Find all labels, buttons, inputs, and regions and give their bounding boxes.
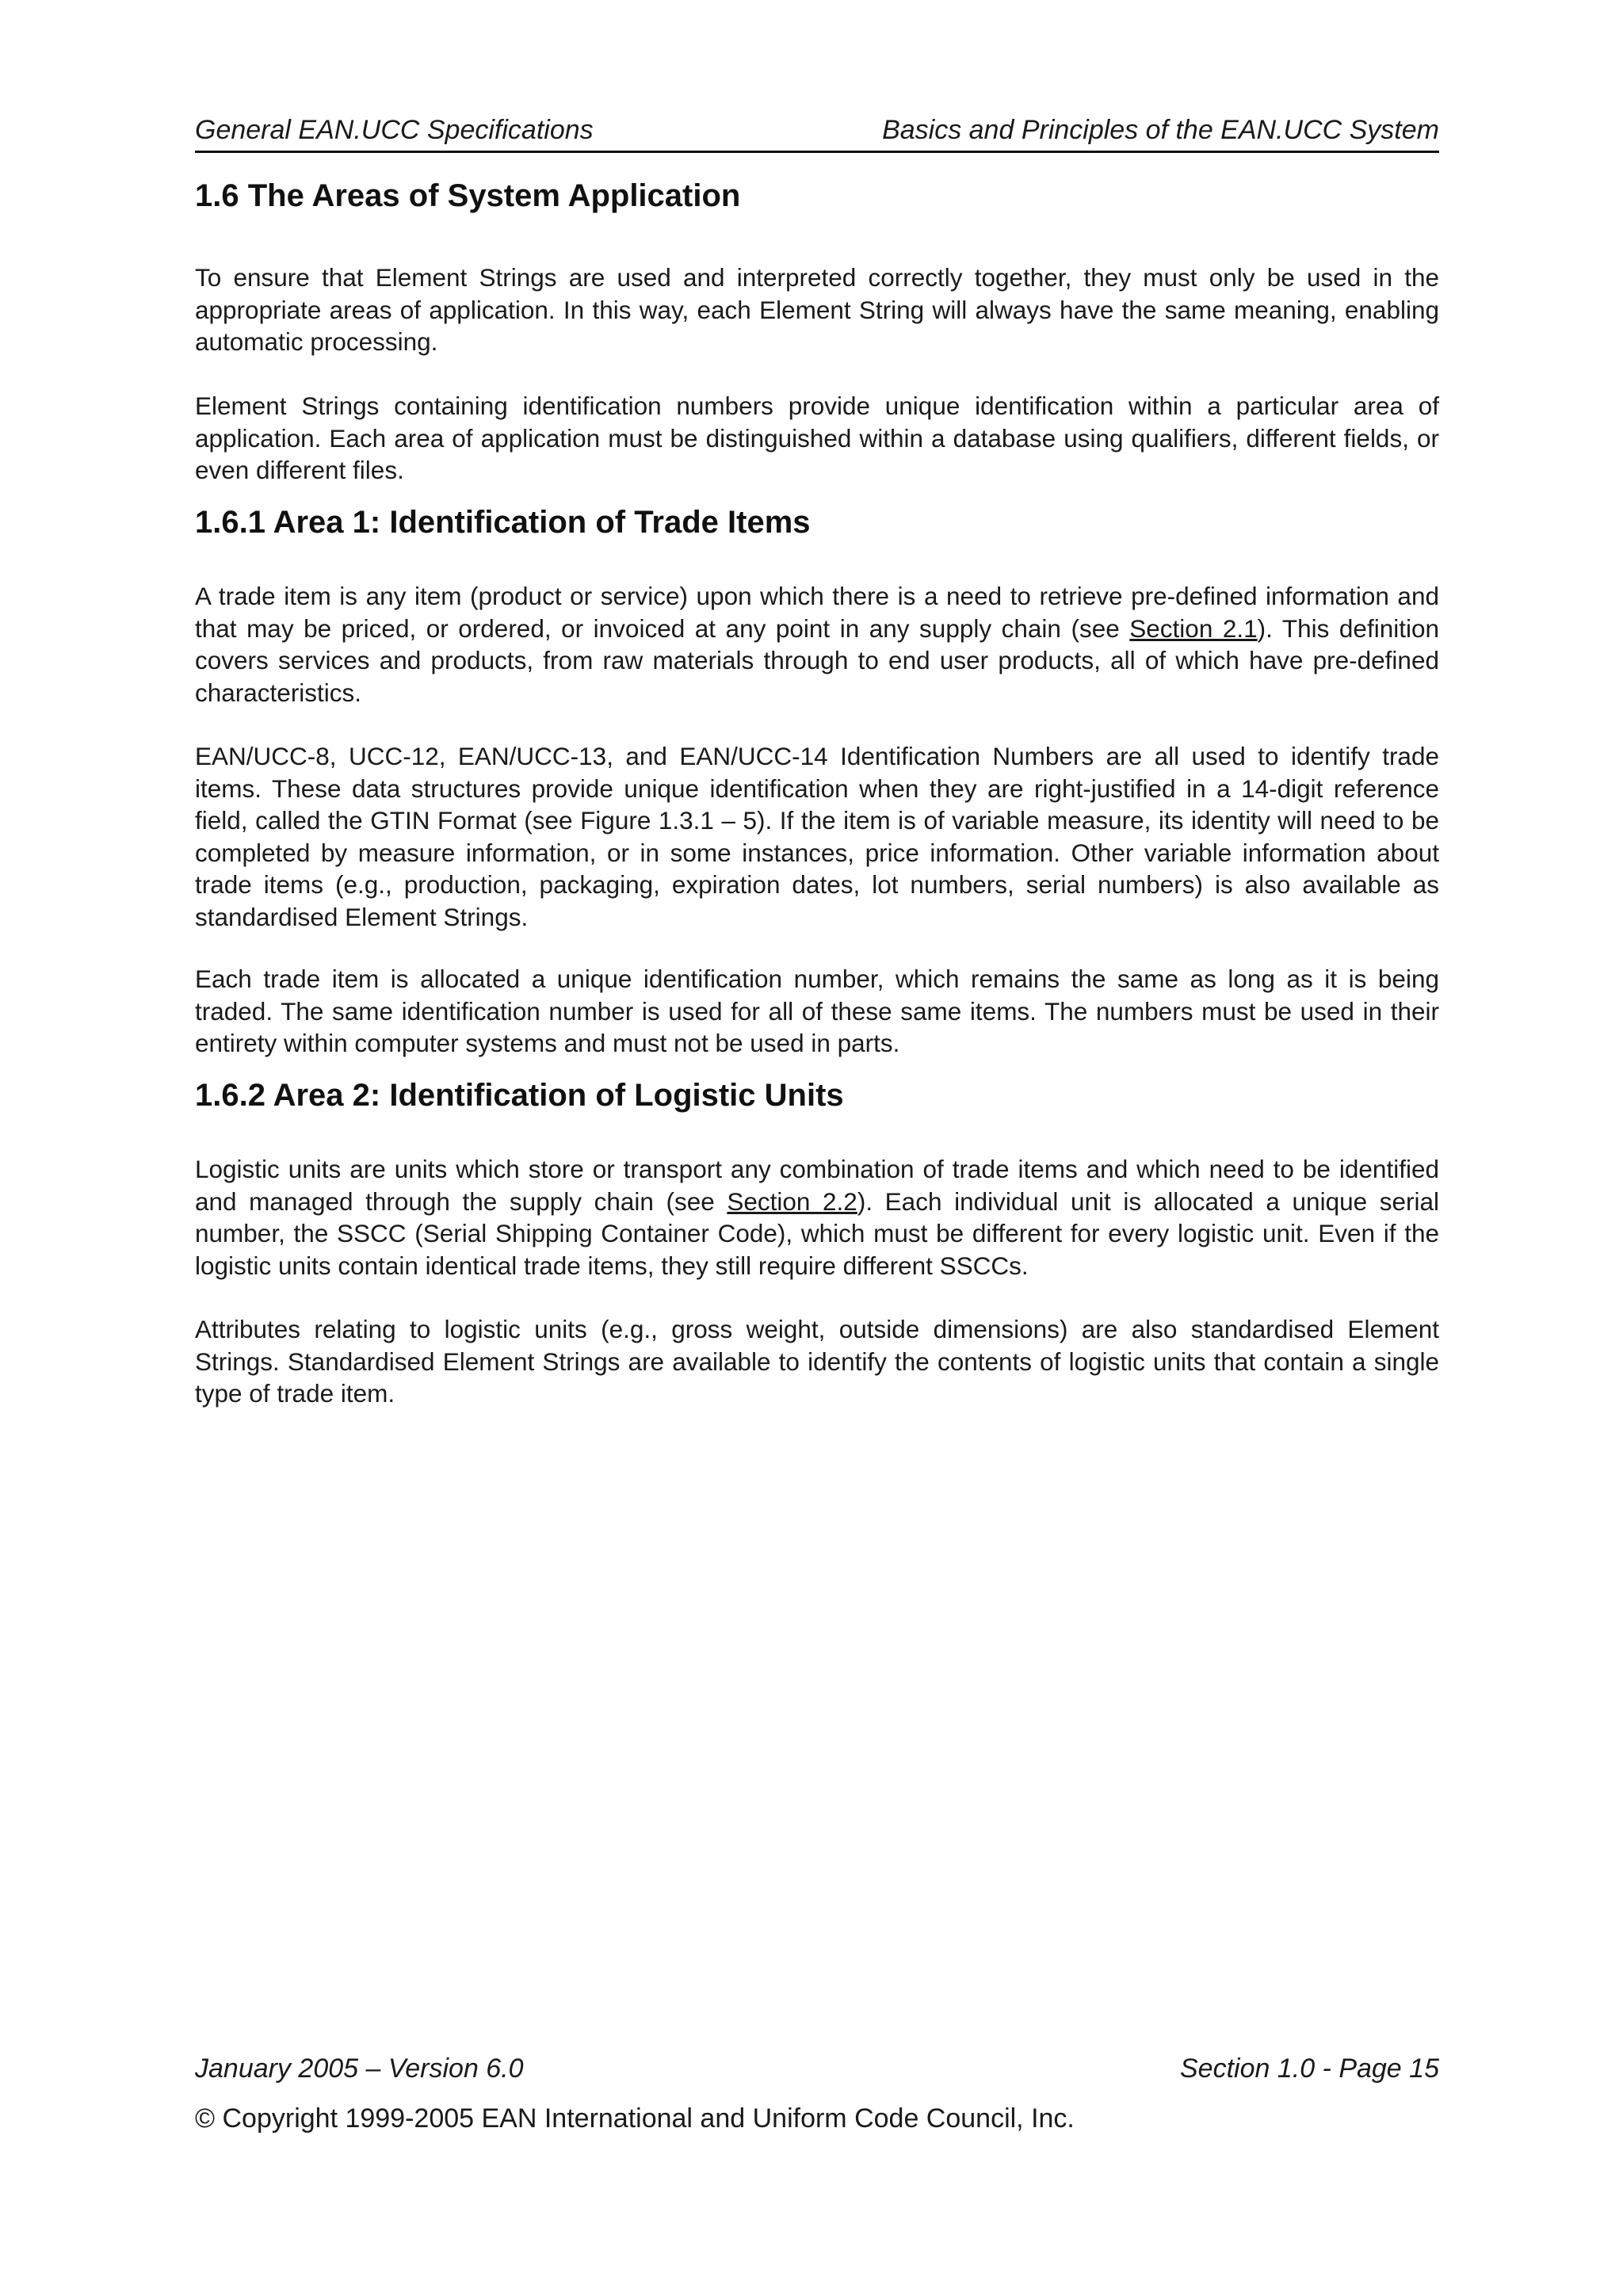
footer-page-number: Section 1.0 - Page 15 [1179,2053,1439,2084]
area1-paragraph-2: EAN/UCC-8, UCC-12, EAN/UCC-13, and EAN/UCC-14 Identification Numbers are all used to identify trade items. These data structures provide unique identification when they are right-justified in a 14-digit reference field, called the GTIN Format (see Figure 1.3.1 – 5). If the item is of variable measure, its identity will need to be completed by measure information, or in some instances, price information. Other variable information about trade items (e.g., production, packaging, expiration dates, lot numbers, serial numbers) is also available as standardised Element Strings. [195,742,1439,931]
area2-heading: 1.6.2 Area 2: Identification of Logistic Units [195,1078,844,1113]
copyright-text: © Copyright 1999-2005 EAN International and Uniform Code Council, Inc. [195,2103,1075,2134]
footer-version: January 2005 – Version 6.0 [195,2053,524,2084]
area2-paragraph-1 [195,1153,1439,1282]
section-heading: 1.6 The Areas of System Application [195,178,741,213]
area1-heading: 1.6.1 Area 1: Identification of Trade Items [195,505,811,540]
area1-paragraph-3: Each trade item is allocated a unique identification number, which remains the same as long as it is being traded. The same identification number is used for all of these same items. The numbers must be used in their entirety within computer systems and must not be used in parts. [195,965,1439,1057]
area1-p1-text-start: A trade item is any item (product or service) upon which there is a need to retrieve pre-defined information and that may be priced, or ordered, or invoiced at any point in any supply chain (see [195,582,1439,643]
area1-p1-text-end: ). This definition covers services and products, from raw materials through to end user products, all of which have pre-defined characteristics. [195,613,1439,707]
section-paragraph-2: Element Strings containing identification numbers provide unique identification within a particular area of application. Each area of application must be distinguished within a database using qualifiers, different fields, or even different files. [195,392,1439,484]
running-header [195,113,1439,153]
area1-paragraph-1 [195,580,1439,709]
area2-paragraph-2: Attributes relating to logistic units (e.g., gross weight, outside dimensions) are also standardised Element Strings. Standardised Element Strings are available to identify the contents of logistic units that contain a single type of trade item. [195,1315,1439,1408]
header-chapter-title: Basics and Principles of the EAN.UCC System [882,115,1439,145]
header-document-title: General EAN.UCC Specifications [195,115,594,145]
section-paragraph-1: To ensure that Element Strings are used and interpreted correctly together, they must only be used in the appropriate areas of application. In this way, each Element String will always have the same meaning, enabling automatic processing. [195,263,1439,356]
area2-p1-text-end: ). Each individual unit is allocated a unique serial number, the SSCC (Serial Shipping Container Code), which must be different for every logistic unit. Even if the logistic units contain identical trade items, they still require different SSCCs. [195,1186,1440,1280]
footer-meta [195,2051,1439,2086]
section-2-1-link[interactable]: Section 2.1 [1129,613,1258,643]
area2-p1-text-start: Logistic units are units which store or transport any combination of trade items and which need to be identified and managed through the supply chain (see [195,1155,1439,1216]
section-2-2-link[interactable]: Section 2.2 [727,1186,857,1216]
footer-copyright [195,2101,1439,2136]
